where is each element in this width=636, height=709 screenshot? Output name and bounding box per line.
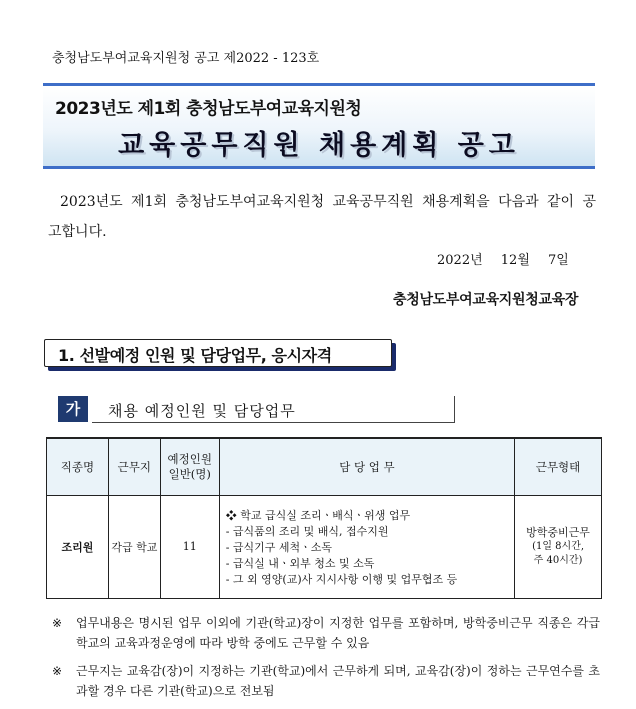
duty-item: - 급식실 내ㆍ외부 청소 및 소독 bbox=[225, 557, 375, 570]
note-mark: ※ bbox=[52, 616, 63, 630]
note-item bbox=[52, 613, 600, 653]
duties-headline: ❖ 학교 급식실 조리ㆍ배식ㆍ위생 업무 bbox=[225, 509, 411, 522]
intro-paragraph: 2023년도 제1회 충청남도부여교육지원청 교육공무직원 채용계획을 다음과 같이 공고합니다. bbox=[48, 194, 596, 240]
cell-work-form bbox=[515, 495, 602, 598]
banner-bottom-rule bbox=[43, 166, 595, 169]
section-title: 1. 선발예정 인원 및 담당업무, 응시자격 bbox=[58, 346, 332, 365]
duty-item: - 그 외 영양(교)사 지시사항 이행 및 업무협조 등 bbox=[225, 573, 458, 586]
notice-date: 2022년 12월 7일 bbox=[437, 253, 569, 268]
table-row bbox=[47, 495, 602, 598]
cell-workplace: 각급 학교 bbox=[108, 495, 160, 598]
work-form-type: 방학중비근무 bbox=[526, 525, 590, 539]
recruitment-table bbox=[46, 437, 602, 599]
work-form-hours: (1일 8시간, bbox=[532, 540, 585, 552]
banner-subtitle: 2023년도 제1회 충청남도부여교육지원청 bbox=[55, 99, 362, 119]
header-planned bbox=[160, 438, 219, 495]
header-duties: 담 당 업 무 bbox=[219, 438, 514, 495]
work-form-weekly: 주 40시간) bbox=[533, 554, 583, 566]
cell-duties bbox=[219, 495, 514, 598]
banner-title: 교육공무직원 채용계획 공고 bbox=[118, 130, 520, 161]
title-banner bbox=[43, 83, 595, 169]
note-item bbox=[52, 661, 600, 701]
note-text: 근무지는 교육감(장)이 지정하는 기관(학교)에서 근무하게 되며, 교육감(장)이 정하는 근무연수를 초과할 경우 다른 기관(학교)으로 전보됨 bbox=[76, 664, 600, 698]
cell-planned: 11 bbox=[160, 495, 219, 598]
subsection-heading bbox=[58, 396, 454, 424]
subsection-badge: 가 bbox=[58, 396, 88, 422]
subsection-label: 채용 예정인원 및 담당업무 bbox=[108, 402, 296, 420]
section-heading bbox=[44, 339, 392, 367]
note-text: 업무내용은 명시된 업무 이외에 기관(학교)장이 지정한 업무를 포함하며, 방학중비근무 직종은 각급 학교의 교육과정운영에 따라 방학 중에도 근무할 수 있음 bbox=[76, 616, 600, 650]
issuer-name: 충청남도부여교육지원청교육장 bbox=[393, 292, 579, 308]
notice-number: 충청남도부여교육지원청 공고 제2022 - 123호 bbox=[52, 51, 320, 66]
table-header-row bbox=[47, 438, 602, 495]
cell-job-type: 조리원 bbox=[47, 495, 109, 598]
header-job-type: 직종명 bbox=[47, 438, 109, 495]
header-planned-text: 예정인원 일반(명) bbox=[167, 451, 212, 481]
note-mark: ※ bbox=[52, 664, 63, 678]
duty-item: - 급식기구 세척ㆍ소독 bbox=[225, 541, 333, 554]
header-workplace: 근무지 bbox=[108, 438, 160, 495]
notes-block bbox=[52, 613, 600, 709]
duty-item: - 급식품의 조리 및 배식, 접수지원 bbox=[225, 525, 389, 538]
header-work-form: 근무형태 bbox=[515, 438, 602, 495]
